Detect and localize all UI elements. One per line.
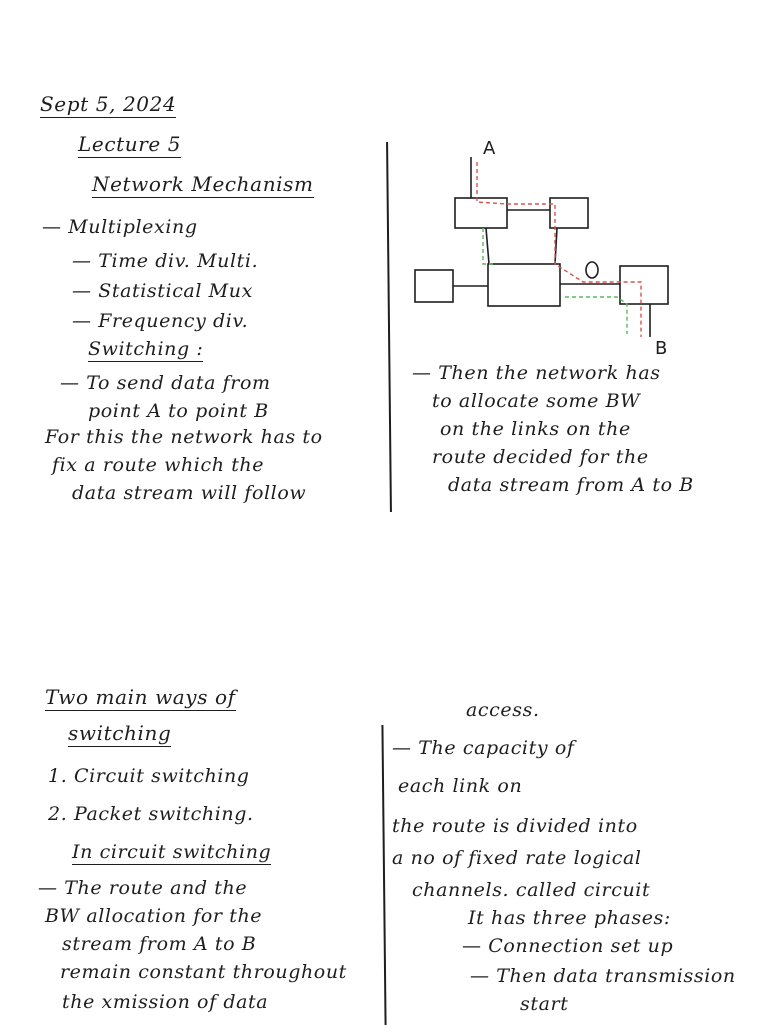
router-box (620, 266, 668, 304)
note-line: data stream will follow (72, 482, 307, 504)
switching-ways-heading: Two main ways of (45, 685, 236, 709)
note-line: each link on (398, 775, 523, 797)
switching-heading-cont: switching (68, 721, 172, 745)
top-note-page (0, 80, 768, 520)
column-divider (386, 142, 392, 512)
note-line: remain constant throughout (60, 961, 347, 983)
link-line (486, 228, 489, 264)
note-line: — The capacity of (392, 737, 575, 759)
circuit-switching-heading: In circuit switching (72, 841, 272, 863)
note-line: point A to point B (88, 400, 269, 422)
note-line: — Multiplexing (42, 216, 198, 238)
note-line: the xmission of data (62, 991, 269, 1013)
note-line: access. (466, 699, 540, 721)
note-line: — Frequency div. (72, 310, 249, 332)
note-line: — The route and the (38, 877, 248, 899)
router-box (550, 198, 588, 228)
node-b-label: B (655, 338, 668, 359)
note-line: channels. called circuit (412, 879, 651, 901)
topic-heading: Network Mechanism (92, 172, 314, 196)
network-route-diagram (405, 132, 695, 362)
switching-heading: Switching : (88, 338, 204, 360)
note-line: start (520, 993, 569, 1015)
note-line: — Statistical Mux (72, 280, 253, 302)
note-date: Sept 5, 2024 (40, 92, 177, 116)
router-box (415, 270, 453, 302)
note-line: fix a route which the (52, 454, 265, 476)
list-item: 1. Circuit switching (48, 765, 250, 787)
note-line: to allocate some BW (432, 390, 641, 412)
route-red-path (477, 162, 641, 337)
note-line: data stream from A to B (448, 474, 694, 496)
note-line: For this the network has to (45, 426, 323, 448)
note-line: a no of fixed rate logical (392, 847, 642, 869)
router-node (586, 262, 598, 278)
note-line: It has three phases: (468, 907, 671, 929)
note-line: stream from A to B (62, 933, 257, 955)
note-line: the route is divided into (392, 815, 638, 837)
column-divider (381, 725, 386, 1025)
note-line: on the links on the (440, 418, 631, 440)
note-line: — To send data from (60, 372, 271, 394)
note-line: route decided for the (432, 446, 649, 468)
bottom-note-page (0, 675, 768, 1024)
list-item: 2. Packet switching. (48, 803, 254, 825)
note-line: BW allocation for the (45, 905, 263, 927)
node-a-label: A (483, 138, 496, 159)
router-box (488, 264, 560, 306)
note-line: — Then the network has (412, 362, 661, 384)
note-line: — Time div. Multi. (72, 250, 259, 272)
note-line: — Connection set up (462, 935, 674, 957)
lecture-title: Lecture 5 (78, 132, 182, 156)
note-line: — Then data transmission (470, 965, 736, 987)
